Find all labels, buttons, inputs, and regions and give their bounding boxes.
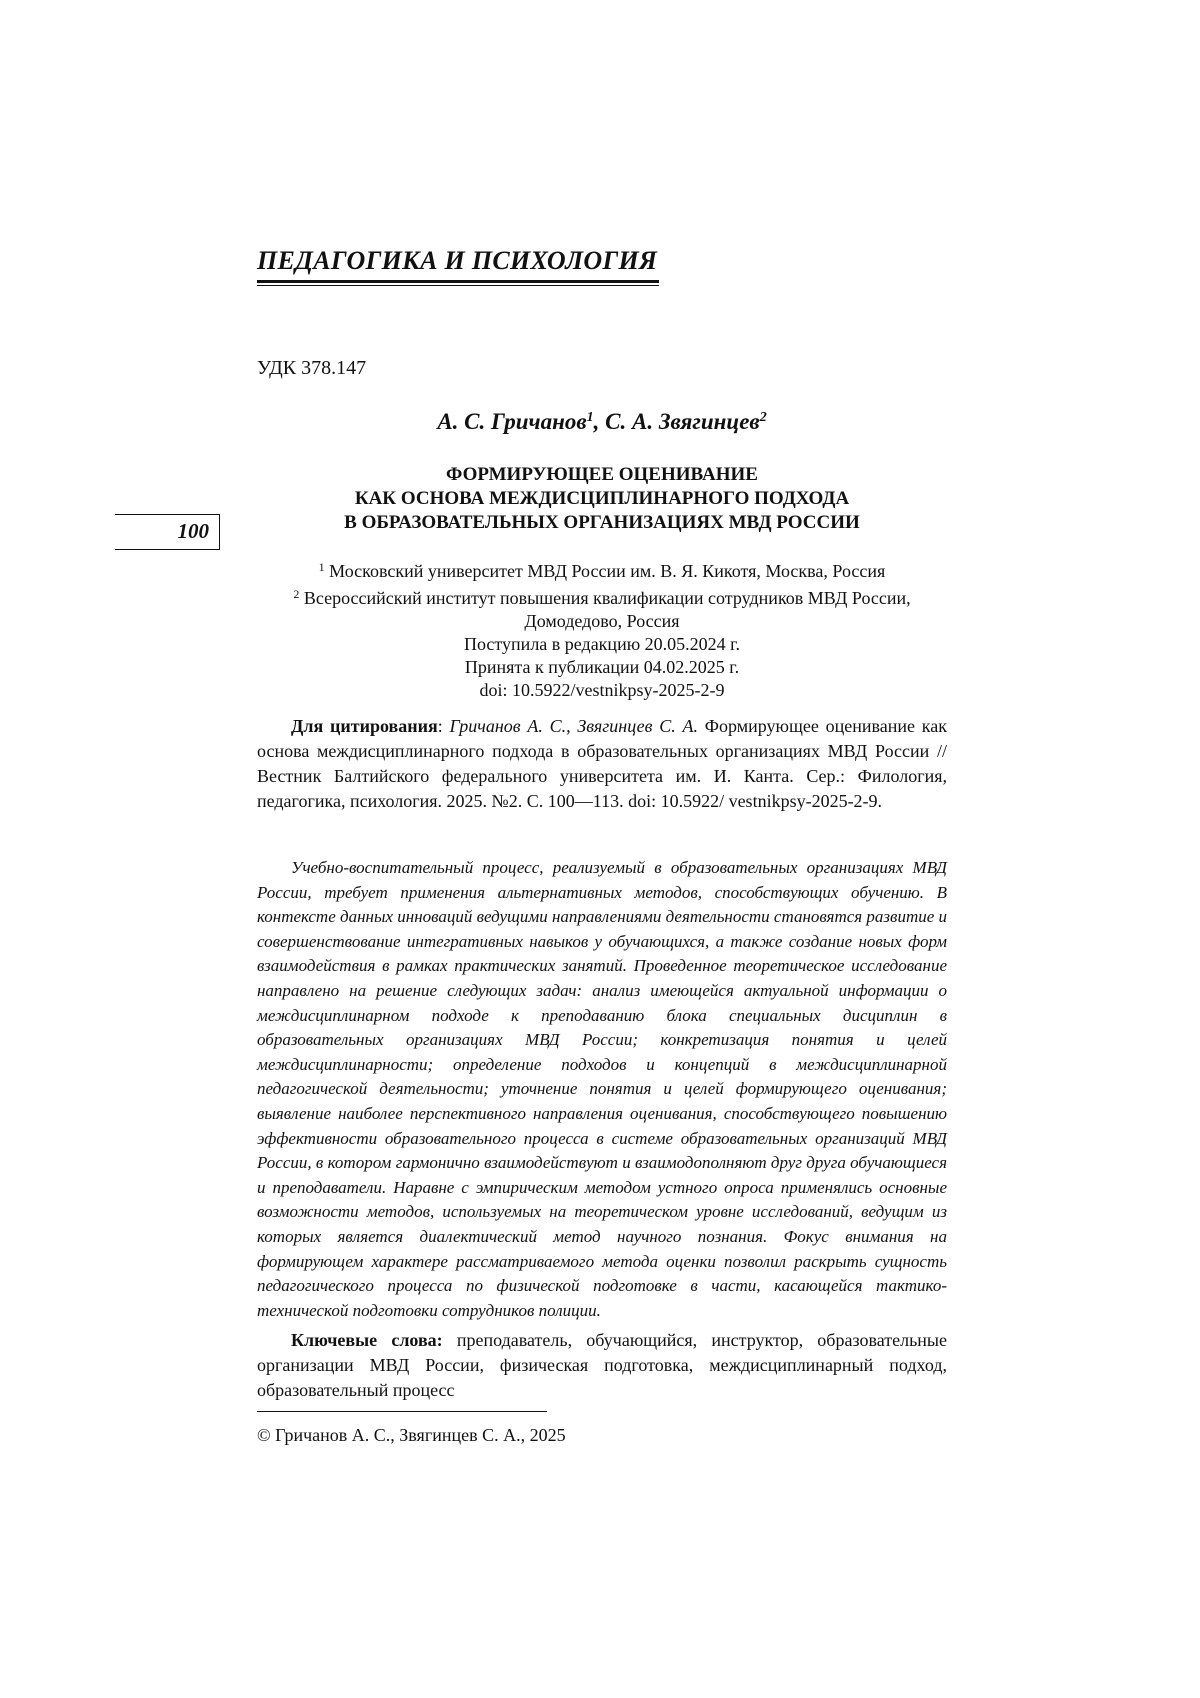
section-header [257, 246, 659, 286]
author-separator: , [593, 409, 606, 434]
section-title: ПЕДАГОГИКА И ПСИХОЛОГИЯ [257, 246, 658, 275]
section-rule-thick [257, 280, 659, 283]
page-number-box [115, 514, 220, 550]
citation-label: Для цитирования [291, 716, 438, 736]
citation-text: Формирующее оценивание как основа междисциплинарного подхода в образовательных организациях МВД России // Вестник Балтийского федерального университета им. И. Канта. Сер.: Филология, педагогика, психология. 2025. №2. С. 100—113. doi: 10.5922/ vestnikpsy-2025-2-9. [257, 716, 947, 811]
abstract: Учебно-воспитательный процесс, реализуемый в образовательных организациях МВД России, требует применения альтернативных методов, способствующих обучению. В контексте данных инноваций ведущими направлениями деятельности становятся развитие и совершенствование интегративных навыков у обучающихся, а также создание новых форм взаимодействия в рамках практических занятий. Проведенное теоретическое исследование направлено на решение следующих задач: анализ имеющейся актуальной информации о междисциплинарном подходе к преподаванию блока специальных дисциплин в образовательных организациях МВД России; конкретизация понятия и целей междисциплинарности; определение подходов и концепций в междисциплинарной педагогической деятельности; уточнение понятия и целей формирующего оценивания; выявление наиболее перспективного направления оценивания, способствующего повышению эффективности образовательного процесса в системе образовательных организаций МВД России, в котором гармонично взаимодействуют и взаимодополняют друг друга обучающиеся и преподаватели. Наравне с эмпирическим методом устного опроса применялись основные возможности методов, используемых на теоретическом уровне исследований, ведущим из которых является диалектический метод научного познания. Фокус внимания на формирующем характере рассматриваемого метода оценки позволил раскрыть сущность педагогического процесса по физической подготовке в части, касающейся тактико-технической подготовки сотрудников полиции. [257, 858, 948, 1320]
author-2: С. А. Звягинцев [605, 409, 760, 434]
author-1-affiliation-mark: 1 [586, 410, 594, 425]
authors [257, 409, 947, 435]
article-title-line: КАК ОСНОВА МЕЖДИСЦИПЛИНАРНОГО ПОДХОДА [354, 488, 850, 509]
received-date: Поступила в редакцию 20.05.2024 г. [463, 634, 740, 654]
affiliation-2-continued: Домодедово, Россия [524, 611, 680, 631]
doi: doi: 10.5922/vestnikpsy-2025-2-9 [479, 680, 725, 700]
affiliation-1-text: Московский университет МВД России им. В. Я. Кикотя, Москва, Россия [324, 561, 886, 581]
citation [257, 714, 947, 814]
article-title-line: ФОРМИРУЮЩЕЕ ОЦЕНИВАНИЕ [446, 464, 758, 485]
section-rule-thin [257, 285, 659, 286]
keywords-text: преподаватель, обучающийся, инструктор, образовательные организации МВД России, физическая подготовка, междисциплинарный подход, образовательный процесс [257, 1330, 948, 1400]
affiliation-2 [257, 583, 947, 610]
citation-authors: Гричанов А. С., Звягинцев С. А. [449, 716, 699, 736]
affiliation-1-mark: 1 [318, 560, 325, 574]
keywords [257, 1328, 947, 1403]
keywords-label: Ключевые слова: [291, 1330, 443, 1350]
udk-code: УДК 378.147 [257, 357, 367, 379]
page-number: 100 [177, 519, 209, 543]
author-1: А. С. Гричанов [437, 409, 587, 434]
affiliations [257, 556, 947, 702]
affiliation-2-text: Всероссийский институт повышения квалификации сотрудников МВД России, [299, 588, 911, 608]
affiliation-2-mark: 2 [293, 587, 300, 601]
accepted-date: Принята к публикации 04.02.2025 г. [464, 657, 740, 677]
article-title [257, 463, 947, 535]
citation-colon: : [437, 716, 450, 736]
footnote-rule [257, 1411, 547, 1412]
article-title-line: В ОБРАЗОВАТЕЛЬНЫХ ОРГАНИЗАЦИЯХ МВД РОССИИ [344, 512, 860, 533]
affiliation-1 [257, 556, 947, 583]
copyright: © Гричанов А. С., Звягинцев С. А., 2025 [257, 1425, 566, 1445]
author-2-affiliation-mark: 2 [759, 410, 767, 425]
